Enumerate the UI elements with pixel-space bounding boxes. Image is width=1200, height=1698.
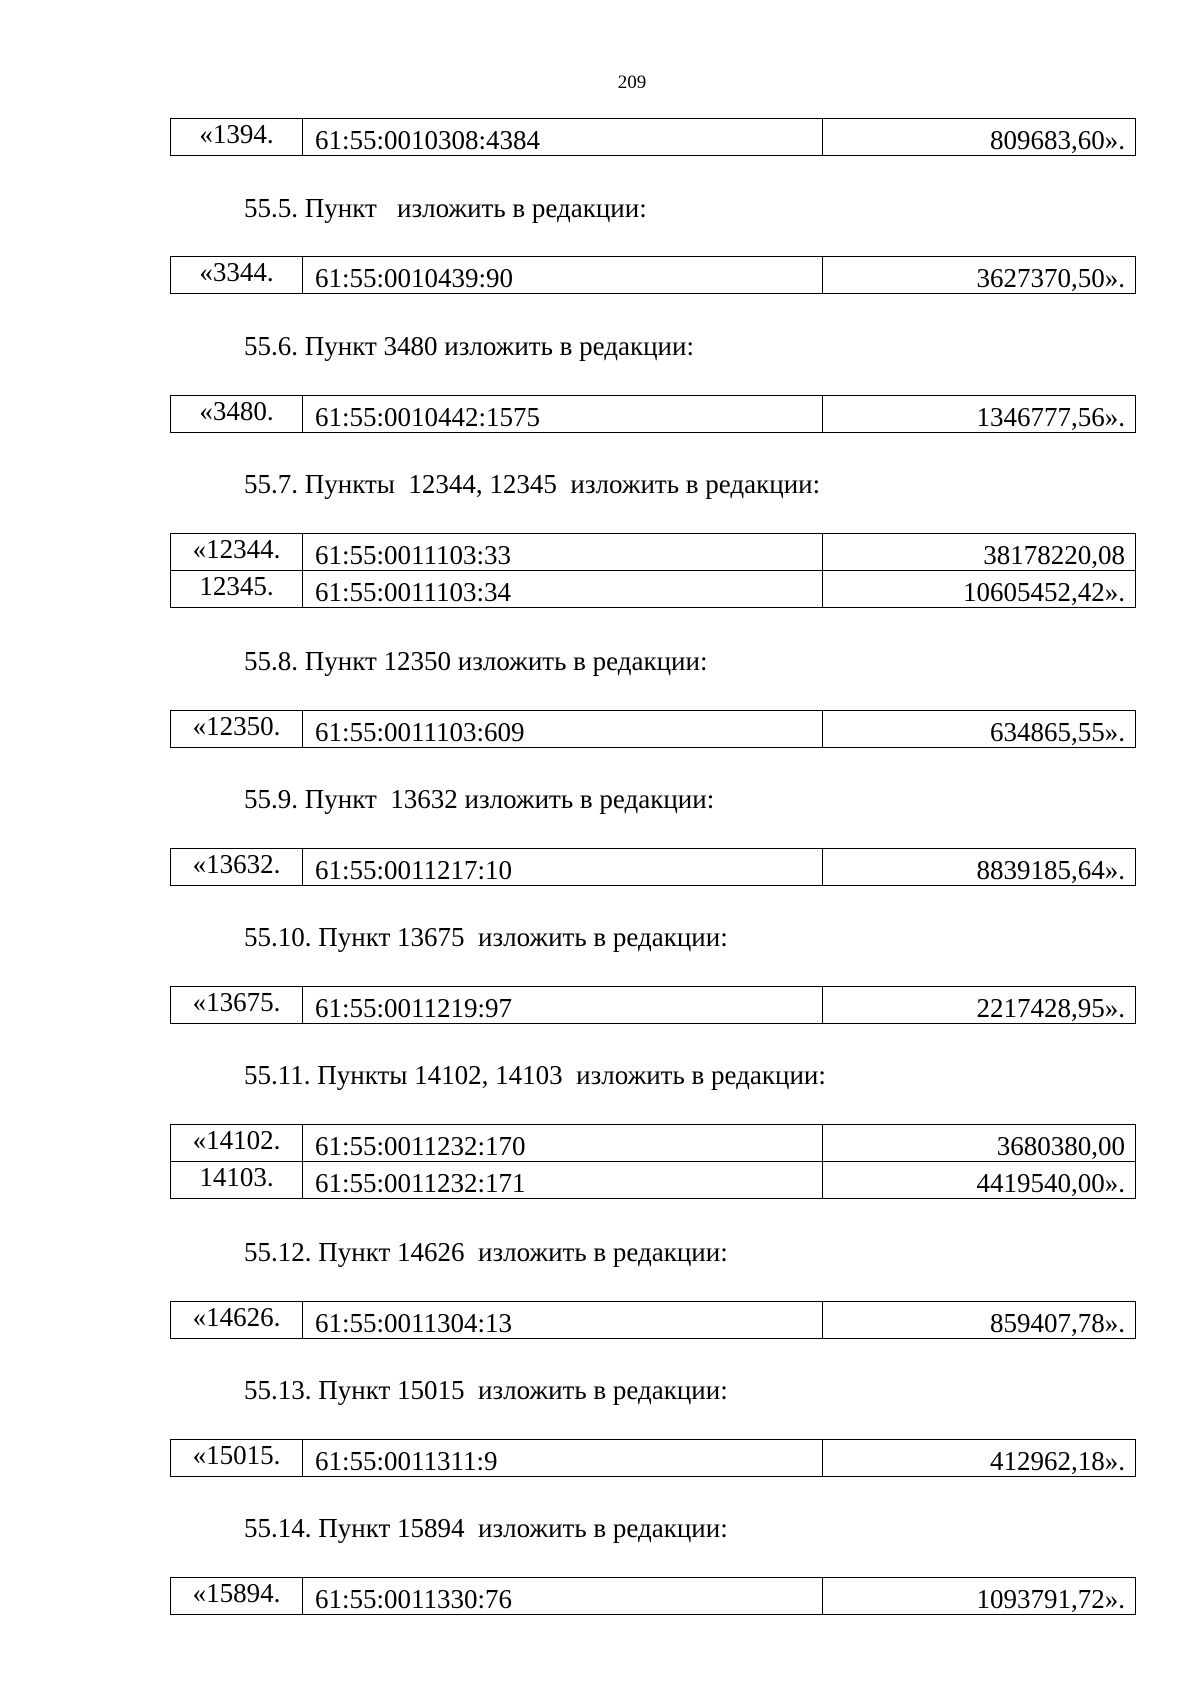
- cadastral-value: 412962,18».: [823, 1440, 1136, 1477]
- item-number: «13632.: [171, 849, 303, 886]
- amendment-paragraph: 55.10. Пункт 13675 изложить в редакции:: [244, 922, 728, 952]
- table-row: [171, 1302, 1136, 1339]
- cadastral-value: 3680380,00: [823, 1125, 1136, 1162]
- cadastral-number: 61:55:0011330:76: [303, 1578, 823, 1615]
- item-number: «14626.: [171, 1302, 303, 1339]
- item-number: «15894.: [171, 1578, 303, 1615]
- cadastral-value: 4419540,00».: [823, 1162, 1136, 1199]
- amendment-paragraph: 55.12. Пункт 14626 изложить в редакции:: [244, 1237, 728, 1267]
- amendment-table: [170, 395, 1136, 433]
- cadastral-value: 1093791,72».: [823, 1578, 1136, 1615]
- item-number: «3344.: [171, 257, 303, 294]
- cadastral-number: 61:55:0011304:13: [303, 1302, 823, 1339]
- item-number: «14102.: [171, 1125, 303, 1162]
- cadastral-value: 859407,78».: [823, 1302, 1136, 1339]
- amendment-table: [170, 1577, 1136, 1615]
- cadastral-value: 3627370,50».: [823, 257, 1136, 294]
- amendment-paragraph: 55.7. Пункты 12344, 12345 изложить в редакции:: [244, 469, 821, 499]
- table-row: [171, 1440, 1136, 1477]
- item-number: «12344.: [171, 534, 303, 571]
- amendment-paragraph: 55.9. Пункт 13632 изложить в редакции:: [244, 784, 715, 814]
- table-row: [171, 257, 1136, 294]
- item-number: «12350.: [171, 711, 303, 748]
- cadastral-value: 2217428,95».: [823, 987, 1136, 1024]
- cadastral-value: 38178220,08: [823, 534, 1136, 571]
- item-number: «15015.: [171, 1440, 303, 1477]
- cadastral-number: 61:55:0010439:90: [303, 257, 823, 294]
- item-number: «3480.: [171, 396, 303, 433]
- item-number: 12345.: [171, 571, 303, 608]
- cadastral-value: 8839185,64».: [823, 849, 1136, 886]
- cadastral-number: 61:55:0011103:34: [303, 571, 823, 608]
- table-row: [171, 534, 1136, 571]
- item-number: «13675.: [171, 987, 303, 1024]
- amendment-table: [170, 256, 1136, 294]
- table-row: [171, 119, 1136, 156]
- cadastral-number: 61:55:0011103:33: [303, 534, 823, 571]
- cadastral-number: 61:55:0011103:609: [303, 711, 823, 748]
- cadastral-number: 61:55:0011311:9: [303, 1440, 823, 1477]
- cadastral-number: 61:55:0011217:10: [303, 849, 823, 886]
- cadastral-number: 61:55:0010442:1575: [303, 396, 823, 433]
- item-number: 14103.: [171, 1162, 303, 1199]
- table-row: [171, 396, 1136, 433]
- amendment-table: [170, 986, 1136, 1024]
- cadastral-value: 10605452,42».: [823, 571, 1136, 608]
- amendment-table: [170, 1124, 1136, 1199]
- amendment-table: [170, 848, 1136, 886]
- amendment-paragraph: 55.8. Пункт 12350 изложить в редакции:: [244, 646, 708, 676]
- amendment-table: [170, 1439, 1136, 1477]
- amendment-paragraph: 55.14. Пункт 15894 изложить в редакции:: [244, 1513, 728, 1543]
- table-row: [171, 1125, 1136, 1162]
- amendment-table: [170, 118, 1136, 156]
- amendment-paragraph: 55.13. Пункт 15015 изложить в редакции:: [244, 1375, 728, 1405]
- table-row: [171, 711, 1136, 748]
- cadastral-number: 61:55:0011232:170: [303, 1125, 823, 1162]
- amendment-paragraph: 55.6. Пункт 3480 изложить в редакции:: [244, 331, 694, 361]
- cadastral-value: 809683,60».: [823, 119, 1136, 156]
- table-row: [171, 1578, 1136, 1615]
- cadastral-number: 61:55:0010308:4384: [303, 119, 823, 156]
- item-number: «1394.: [171, 119, 303, 156]
- amendment-table: [170, 710, 1136, 748]
- table-row: [171, 571, 1136, 608]
- table-row: [171, 1162, 1136, 1199]
- amendment-table: [170, 1301, 1136, 1339]
- page-number: 209: [617, 72, 647, 93]
- cadastral-value: 634865,55».: [823, 711, 1136, 748]
- amendment-paragraph: 55.5. Пункт изложить в редакции:: [244, 193, 647, 223]
- table-row: [171, 987, 1136, 1024]
- table-row: [171, 849, 1136, 886]
- cadastral-value: 1346777,56».: [823, 396, 1136, 433]
- cadastral-number: 61:55:0011232:171: [303, 1162, 823, 1199]
- amendment-paragraph: 55.11. Пункты 14102, 14103 изложить в редакции:: [244, 1060, 826, 1090]
- cadastral-number: 61:55:0011219:97: [303, 987, 823, 1024]
- amendment-table: [170, 533, 1136, 608]
